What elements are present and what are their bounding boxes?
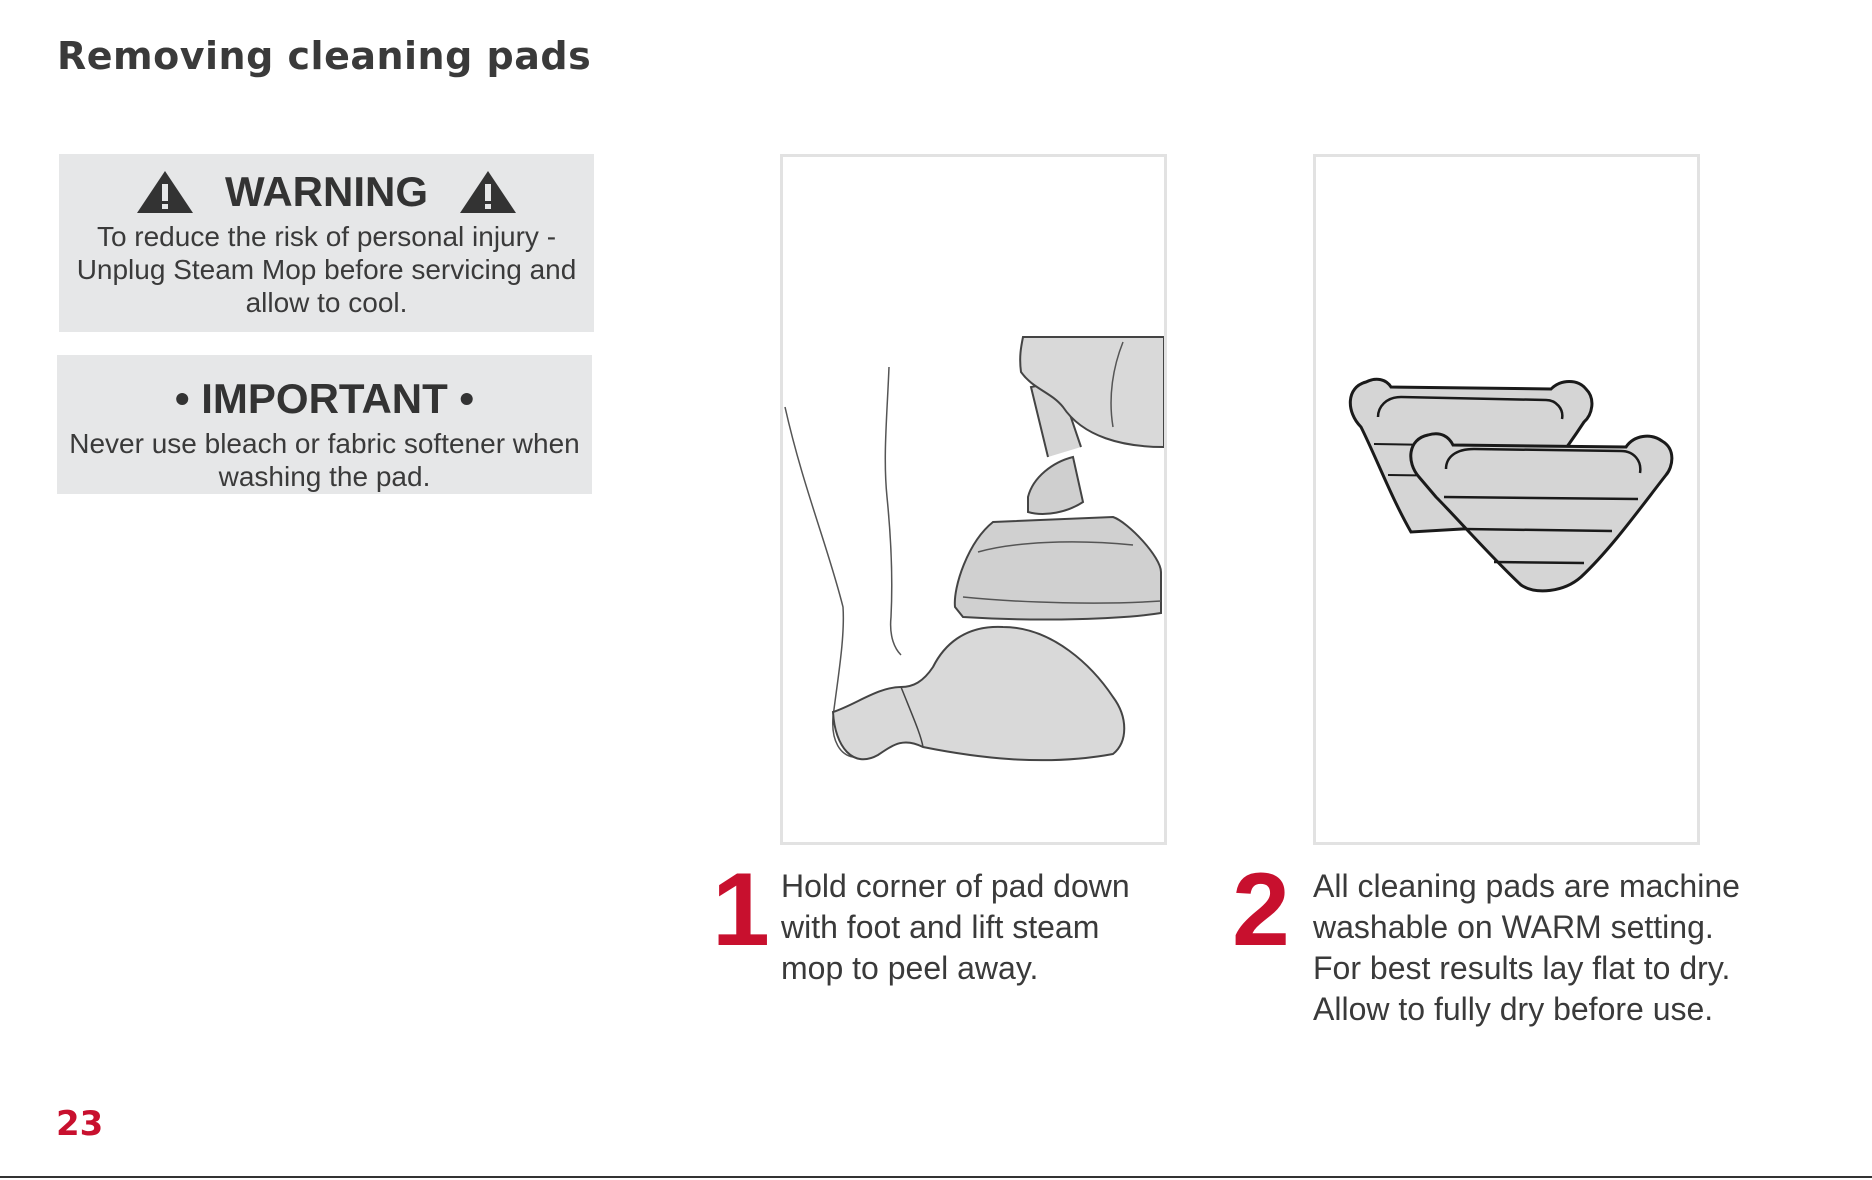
page-number: 23 — [56, 1104, 104, 1144]
page-title: Removing cleaning pads — [57, 34, 592, 78]
warning-triangle-icon — [458, 169, 518, 215]
step-1-illustration — [780, 154, 1167, 845]
step-2-number: 2 — [1232, 852, 1290, 968]
bottom-divider — [0, 1176, 1872, 1178]
step-2-text: All cleaning pads are machine washable on WARM setting. For best results lay flat to dry. Allow to fully dry before use. — [1313, 868, 1740, 1027]
warning-text: To reduce the risk of personal injury - Unplug Steam Mop before servicing and allow to cool. — [76, 221, 577, 318]
warning-triangle-icon — [135, 169, 195, 215]
cleaning-pads-illustration — [1316, 157, 1697, 842]
important-box — [57, 355, 592, 494]
step-1-number: 1 — [712, 852, 770, 968]
warning-heading-row — [59, 168, 594, 216]
step-1-text: Hold corner of pad down with foot and lift steam mop to peel away. — [781, 868, 1130, 986]
warning-heading: WARNING — [225, 168, 428, 215]
warning-box — [59, 154, 594, 332]
foot-on-pad-illustration — [783, 157, 1164, 842]
important-text: Never use bleach or fabric softener when washing the pad. — [69, 428, 580, 492]
step-2-illustration — [1313, 154, 1700, 845]
important-heading: • IMPORTANT • — [174, 375, 475, 422]
